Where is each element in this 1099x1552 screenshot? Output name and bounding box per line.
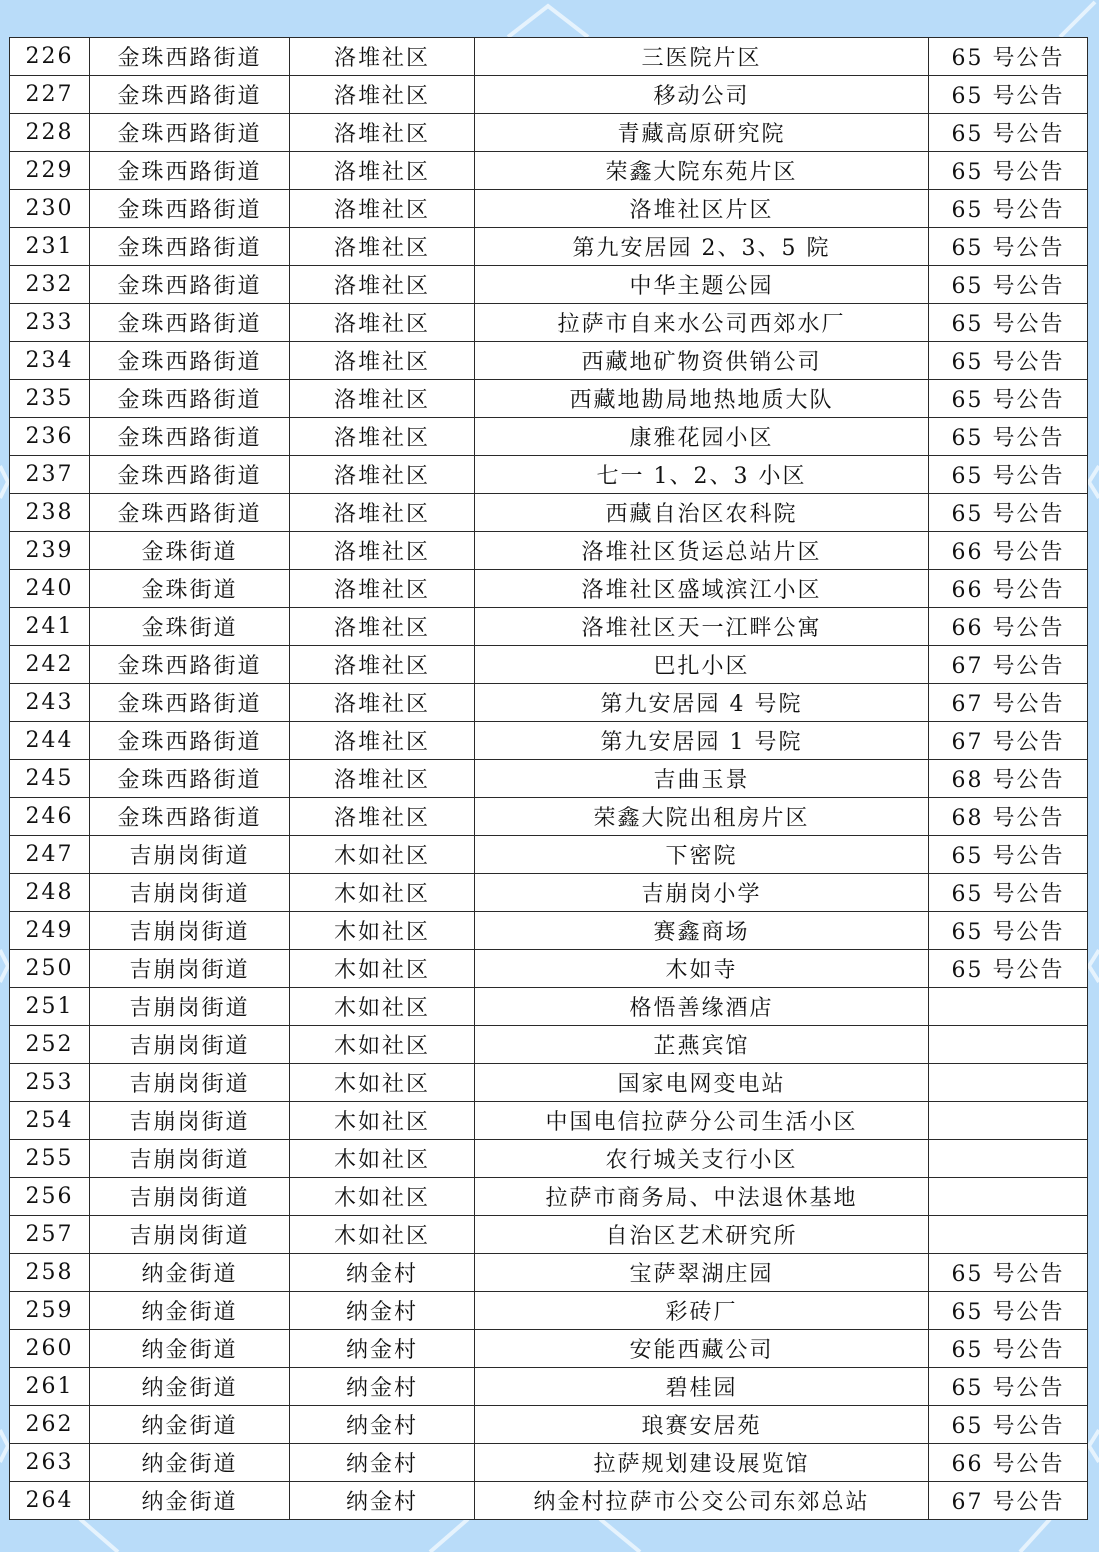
street-cell: 金珠西路街道 — [90, 684, 290, 722]
site-cell: 第九安居园 1 号院 — [475, 722, 929, 760]
row-number: 257 — [10, 1216, 90, 1254]
community-cell: 木如社区 — [290, 836, 475, 874]
site-cell: 格悟善缘酒店 — [475, 988, 929, 1026]
row-number: 261 — [10, 1368, 90, 1406]
table-row — [10, 1444, 1088, 1482]
row-number: 244 — [10, 722, 90, 760]
table-row — [10, 1102, 1088, 1140]
site-cell: 赛鑫商场 — [475, 912, 929, 950]
site-cell: 中国电信拉萨分公司生活小区 — [475, 1102, 929, 1140]
street-cell: 金珠西路街道 — [90, 190, 290, 228]
row-number: 260 — [10, 1330, 90, 1368]
table-row — [10, 874, 1088, 912]
site-cell: 西藏自治区农科院 — [475, 494, 929, 532]
site-cell: 纳金村拉萨市公交公司东郊总站 — [475, 1482, 929, 1520]
community-cell: 洛堆社区 — [290, 76, 475, 114]
row-number: 262 — [10, 1406, 90, 1444]
notice-cell: 65 号公告 — [929, 380, 1088, 418]
row-number: 237 — [10, 456, 90, 494]
row-number: 255 — [10, 1140, 90, 1178]
facility-table — [9, 37, 1088, 1520]
street-cell: 吉崩岗街道 — [90, 874, 290, 912]
street-cell: 金珠西路街道 — [90, 760, 290, 798]
row-number: 248 — [10, 874, 90, 912]
community-cell: 洛堆社区 — [290, 494, 475, 532]
notice-cell: 65 号公告 — [929, 1254, 1088, 1292]
community-cell: 纳金村 — [290, 1406, 475, 1444]
table-row — [10, 532, 1088, 570]
notice-cell: 65 号公告 — [929, 114, 1088, 152]
street-cell: 金珠西路街道 — [90, 76, 290, 114]
site-cell: 下密院 — [475, 836, 929, 874]
row-number: 247 — [10, 836, 90, 874]
notice-cell: 67 号公告 — [929, 646, 1088, 684]
table-row — [10, 1254, 1088, 1292]
notice-cell — [929, 1178, 1088, 1216]
notice-cell — [929, 1064, 1088, 1102]
site-cell: 自治区艺术研究所 — [475, 1216, 929, 1254]
table-row — [10, 1406, 1088, 1444]
table-row — [10, 228, 1088, 266]
site-cell: 安能西藏公司 — [475, 1330, 929, 1368]
site-cell: 洛堆社区天一江畔公寓 — [475, 608, 929, 646]
site-cell: 中华主题公园 — [475, 266, 929, 304]
notice-cell: 65 号公告 — [929, 836, 1088, 874]
community-cell: 洛堆社区 — [290, 608, 475, 646]
community-cell: 木如社区 — [290, 1216, 475, 1254]
street-cell: 纳金街道 — [90, 1330, 290, 1368]
street-cell: 吉崩岗街道 — [90, 1026, 290, 1064]
notice-cell: 65 号公告 — [929, 456, 1088, 494]
community-cell: 纳金村 — [290, 1368, 475, 1406]
community-cell: 纳金村 — [290, 1330, 475, 1368]
street-cell: 纳金街道 — [90, 1368, 290, 1406]
table-row — [10, 266, 1088, 304]
table-row — [10, 190, 1088, 228]
notice-cell: 65 号公告 — [929, 1292, 1088, 1330]
community-cell: 木如社区 — [290, 988, 475, 1026]
site-cell: 琅赛安居苑 — [475, 1406, 929, 1444]
street-cell: 金珠西路街道 — [90, 342, 290, 380]
table-row — [10, 760, 1088, 798]
street-cell: 吉崩岗街道 — [90, 1178, 290, 1216]
site-cell: 洛堆社区货运总站片区 — [475, 532, 929, 570]
site-cell: 碧桂园 — [475, 1368, 929, 1406]
table-row — [10, 38, 1088, 76]
site-cell: 荣鑫大院东苑片区 — [475, 152, 929, 190]
row-number: 259 — [10, 1292, 90, 1330]
row-number: 238 — [10, 494, 90, 532]
community-cell: 木如社区 — [290, 912, 475, 950]
row-number: 254 — [10, 1102, 90, 1140]
row-number: 236 — [10, 418, 90, 456]
site-cell: 彩砖厂 — [475, 1292, 929, 1330]
notice-cell: 68 号公告 — [929, 760, 1088, 798]
row-number: 231 — [10, 228, 90, 266]
table-row — [10, 76, 1088, 114]
row-number: 256 — [10, 1178, 90, 1216]
notice-cell: 65 号公告 — [929, 950, 1088, 988]
street-cell: 纳金街道 — [90, 1444, 290, 1482]
row-number: 264 — [10, 1482, 90, 1520]
street-cell: 金珠西路街道 — [90, 722, 290, 760]
notice-cell — [929, 1026, 1088, 1064]
table-row — [10, 1482, 1088, 1520]
site-cell: 康雅花园小区 — [475, 418, 929, 456]
notice-cell — [929, 1140, 1088, 1178]
site-cell: 西藏地矿物资供销公司 — [475, 342, 929, 380]
street-cell: 金珠西路街道 — [90, 38, 290, 76]
row-number: 239 — [10, 532, 90, 570]
row-number: 246 — [10, 798, 90, 836]
table-row — [10, 418, 1088, 456]
table-row — [10, 570, 1088, 608]
row-number: 241 — [10, 608, 90, 646]
community-cell: 洛堆社区 — [290, 722, 475, 760]
table-row — [10, 152, 1088, 190]
row-number: 230 — [10, 190, 90, 228]
site-cell: 国家电网变电站 — [475, 1064, 929, 1102]
community-cell: 纳金村 — [290, 1444, 475, 1482]
community-cell: 木如社区 — [290, 1140, 475, 1178]
row-number: 226 — [10, 38, 90, 76]
table-row — [10, 494, 1088, 532]
table-row — [10, 988, 1088, 1026]
street-cell: 金珠西路街道 — [90, 798, 290, 836]
notice-cell: 65 号公告 — [929, 304, 1088, 342]
table-row — [10, 342, 1088, 380]
community-cell: 木如社区 — [290, 1178, 475, 1216]
site-cell: 拉萨规划建设展览馆 — [475, 1444, 929, 1482]
site-cell: 七一 1、2、3 小区 — [475, 456, 929, 494]
community-cell: 纳金村 — [290, 1292, 475, 1330]
community-cell: 洛堆社区 — [290, 228, 475, 266]
notice-cell — [929, 1216, 1088, 1254]
community-cell: 洛堆社区 — [290, 380, 475, 418]
row-number: 245 — [10, 760, 90, 798]
site-cell: 第九安居园 2、3、5 院 — [475, 228, 929, 266]
site-cell: 洛堆社区盛域滨江小区 — [475, 570, 929, 608]
site-cell: 吉崩岗小学 — [475, 874, 929, 912]
row-number: 232 — [10, 266, 90, 304]
table-row — [10, 114, 1088, 152]
street-cell: 金珠西路街道 — [90, 228, 290, 266]
community-cell: 纳金村 — [290, 1482, 475, 1520]
street-cell: 吉崩岗街道 — [90, 912, 290, 950]
street-cell: 金珠西路街道 — [90, 114, 290, 152]
notice-cell: 65 号公告 — [929, 266, 1088, 304]
row-number: 253 — [10, 1064, 90, 1102]
street-cell: 金珠西路街道 — [90, 152, 290, 190]
row-number: 227 — [10, 76, 90, 114]
table-row — [10, 1330, 1088, 1368]
community-cell: 洛堆社区 — [290, 114, 475, 152]
notice-cell — [929, 1102, 1088, 1140]
site-cell: 西藏地勘局地热地质大队 — [475, 380, 929, 418]
notice-cell: 65 号公告 — [929, 342, 1088, 380]
community-cell: 洛堆社区 — [290, 266, 475, 304]
site-cell: 木如寺 — [475, 950, 929, 988]
community-cell: 洛堆社区 — [290, 646, 475, 684]
street-cell: 金珠西路街道 — [90, 380, 290, 418]
notice-cell: 66 号公告 — [929, 532, 1088, 570]
site-cell: 巴扎小区 — [475, 646, 929, 684]
table-row — [10, 456, 1088, 494]
row-number: 263 — [10, 1444, 90, 1482]
street-cell: 金珠西路街道 — [90, 646, 290, 684]
table-row — [10, 646, 1088, 684]
notice-cell: 65 号公告 — [929, 418, 1088, 456]
notice-cell: 68 号公告 — [929, 798, 1088, 836]
street-cell: 金珠西路街道 — [90, 418, 290, 456]
community-cell: 木如社区 — [290, 950, 475, 988]
community-cell: 洛堆社区 — [290, 152, 475, 190]
notice-cell: 65 号公告 — [929, 76, 1088, 114]
table-row — [10, 1178, 1088, 1216]
table-body — [10, 38, 1088, 1520]
street-cell: 吉崩岗街道 — [90, 950, 290, 988]
street-cell: 吉崩岗街道 — [90, 836, 290, 874]
site-cell: 三医院片区 — [475, 38, 929, 76]
notice-cell: 67 号公告 — [929, 684, 1088, 722]
row-number: 249 — [10, 912, 90, 950]
notice-cell: 65 号公告 — [929, 1368, 1088, 1406]
site-cell: 青藏高原研究院 — [475, 114, 929, 152]
community-cell: 洛堆社区 — [290, 304, 475, 342]
community-cell: 洛堆社区 — [290, 798, 475, 836]
street-cell: 纳金街道 — [90, 1292, 290, 1330]
street-cell: 金珠街道 — [90, 608, 290, 646]
table-row — [10, 608, 1088, 646]
table-row — [10, 684, 1088, 722]
row-number: 258 — [10, 1254, 90, 1292]
site-cell: 吉曲玉景 — [475, 760, 929, 798]
community-cell: 木如社区 — [290, 874, 475, 912]
site-cell: 芷燕宾馆 — [475, 1026, 929, 1064]
community-cell: 洛堆社区 — [290, 532, 475, 570]
row-number: 228 — [10, 114, 90, 152]
table-row — [10, 836, 1088, 874]
community-cell: 洛堆社区 — [290, 418, 475, 456]
row-number: 229 — [10, 152, 90, 190]
community-cell: 木如社区 — [290, 1026, 475, 1064]
notice-cell: 67 号公告 — [929, 1482, 1088, 1520]
site-cell: 宝萨翠湖庄园 — [475, 1254, 929, 1292]
row-number: 235 — [10, 380, 90, 418]
notice-cell: 65 号公告 — [929, 494, 1088, 532]
site-cell: 移动公司 — [475, 76, 929, 114]
community-cell: 洛堆社区 — [290, 570, 475, 608]
row-number: 252 — [10, 1026, 90, 1064]
site-cell: 拉萨市自来水公司西郊水厂 — [475, 304, 929, 342]
notice-cell: 65 号公告 — [929, 1406, 1088, 1444]
row-number: 234 — [10, 342, 90, 380]
notice-cell: 65 号公告 — [929, 228, 1088, 266]
row-number: 233 — [10, 304, 90, 342]
table-row — [10, 1368, 1088, 1406]
row-number: 242 — [10, 646, 90, 684]
notice-cell: 65 号公告 — [929, 152, 1088, 190]
table-row — [10, 1292, 1088, 1330]
site-cell: 农行城关支行小区 — [475, 1140, 929, 1178]
row-number: 251 — [10, 988, 90, 1026]
street-cell: 金珠西路街道 — [90, 456, 290, 494]
notice-cell: 66 号公告 — [929, 608, 1088, 646]
notice-cell: 65 号公告 — [929, 38, 1088, 76]
notice-cell: 66 号公告 — [929, 570, 1088, 608]
table-row — [10, 950, 1088, 988]
row-number: 243 — [10, 684, 90, 722]
community-cell: 木如社区 — [290, 1102, 475, 1140]
street-cell: 纳金街道 — [90, 1482, 290, 1520]
row-number: 240 — [10, 570, 90, 608]
street-cell: 吉崩岗街道 — [90, 1064, 290, 1102]
notice-cell: 65 号公告 — [929, 1330, 1088, 1368]
community-cell: 木如社区 — [290, 1064, 475, 1102]
street-cell: 金珠西路街道 — [90, 266, 290, 304]
street-cell: 吉崩岗街道 — [90, 1140, 290, 1178]
community-cell: 洛堆社区 — [290, 760, 475, 798]
site-cell: 荣鑫大院出租房片区 — [475, 798, 929, 836]
street-cell: 纳金街道 — [90, 1406, 290, 1444]
table-row — [10, 798, 1088, 836]
table-row — [10, 912, 1088, 950]
document-page — [9, 37, 1087, 1519]
notice-cell: 65 号公告 — [929, 912, 1088, 950]
street-cell: 吉崩岗街道 — [90, 988, 290, 1026]
site-cell: 第九安居园 4 号院 — [475, 684, 929, 722]
table-row — [10, 722, 1088, 760]
street-cell: 纳金街道 — [90, 1254, 290, 1292]
street-cell: 吉崩岗街道 — [90, 1102, 290, 1140]
notice-cell: 67 号公告 — [929, 722, 1088, 760]
community-cell: 洛堆社区 — [290, 342, 475, 380]
street-cell: 金珠街道 — [90, 532, 290, 570]
table-row — [10, 304, 1088, 342]
street-cell: 金珠西路街道 — [90, 304, 290, 342]
community-cell: 洛堆社区 — [290, 684, 475, 722]
notice-cell: 65 号公告 — [929, 190, 1088, 228]
table-row — [10, 1216, 1088, 1254]
community-cell: 纳金村 — [290, 1254, 475, 1292]
table-row — [10, 1064, 1088, 1102]
site-cell: 拉萨市商务局、中法退休基地 — [475, 1178, 929, 1216]
community-cell: 洛堆社区 — [290, 38, 475, 76]
site-cell: 洛堆社区片区 — [475, 190, 929, 228]
street-cell: 金珠街道 — [90, 570, 290, 608]
community-cell: 洛堆社区 — [290, 456, 475, 494]
street-cell: 吉崩岗街道 — [90, 1216, 290, 1254]
street-cell: 金珠西路街道 — [90, 494, 290, 532]
row-number: 250 — [10, 950, 90, 988]
table-row — [10, 1140, 1088, 1178]
notice-cell: 65 号公告 — [929, 874, 1088, 912]
community-cell: 洛堆社区 — [290, 190, 475, 228]
notice-cell — [929, 988, 1088, 1026]
table-row — [10, 380, 1088, 418]
table-row — [10, 1026, 1088, 1064]
notice-cell: 66 号公告 — [929, 1444, 1088, 1482]
